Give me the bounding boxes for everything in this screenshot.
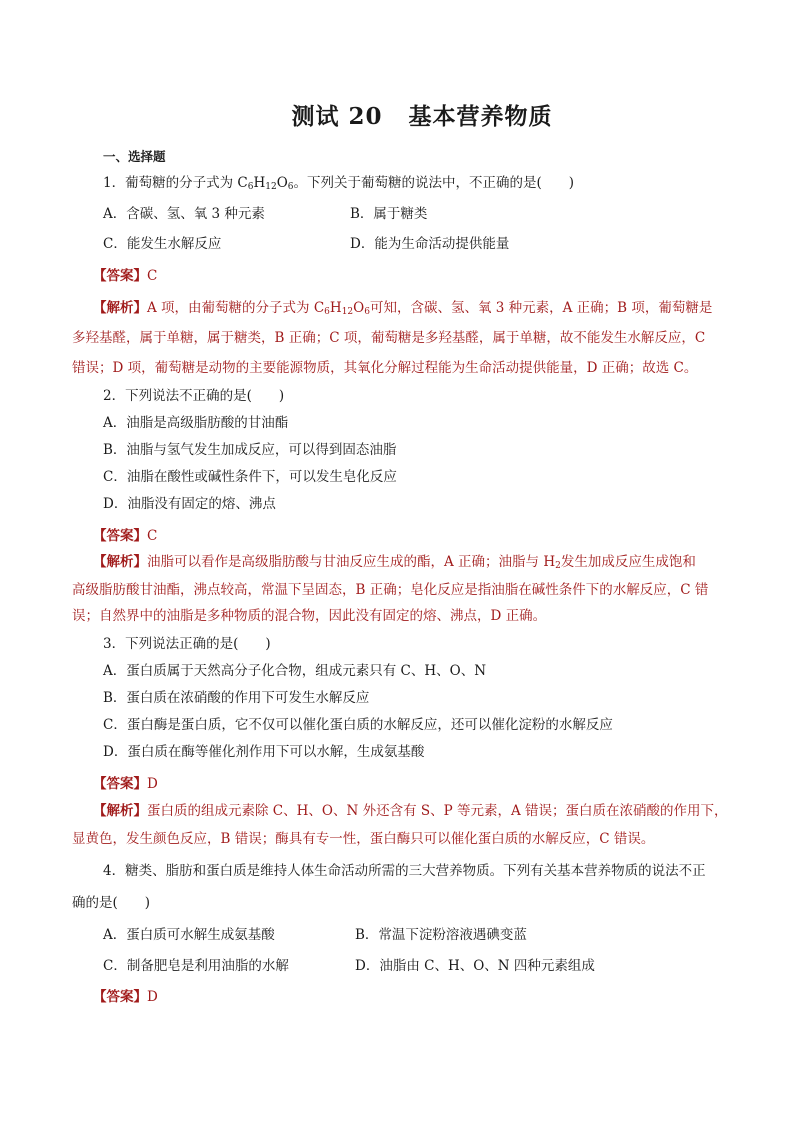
q4-option-c: C．制备肥皂是利用油脂的水解 [103, 958, 289, 974]
q4-option-d: D．油脂由 C、H、O、N 四种元素组成 [355, 958, 595, 974]
q3-option-d: D．蛋白质在酶等催化剂作用下可以水解，生成氨基酸 [103, 744, 425, 760]
q1-answer: 【答案】C [93, 268, 158, 284]
q2-stem: 2．下列说法不正确的是( ) [103, 388, 285, 404]
q2-answer: 【答案】C [93, 528, 158, 544]
q3-answer: 【答案】D [93, 776, 158, 792]
q1-option-c: C．能发生水解反应 [103, 236, 222, 252]
q1-analysis-line3: 错误；D 项，葡萄糖是动物的主要能源物质，其氧化分解过程能为生命活动提供能量，D 正确；故选 C。 [72, 360, 698, 376]
title-part2: 基本营养物质 [408, 103, 553, 130]
q2-option-d: D．油脂没有固定的熔、沸点 [103, 496, 276, 512]
q2-analysis-line2: 高级脂肪酸甘油酯，沸点较高，常温下呈固态，B 正确；皂化反应是指油脂在碱性条件下的水解反应，C 错 [72, 582, 709, 598]
q2-analysis-line1: 【解析】油脂可以看作是高级脂肪酸与甘油反应生成的酯，A 正确；油脂与 $H_2$发生加成反应生成饱和 [93, 554, 696, 571]
q1-analysis-line2: 多羟基醛，属于单糖，属于糖类，B 正确；C 项，葡萄糖是多羟基醛，属于单糖，故不能发生水解反应，C [72, 330, 706, 346]
q1-option-d: D．能为生命活动提供能量 [350, 236, 510, 252]
q2-option-a: A．油脂是高级脂肪酸的甘油酯 [103, 415, 289, 431]
q3-analysis-line2: 显黄色，发生颜色反应，B 错误；酶具有专一性，蛋白酶只可以催化蛋白质的水解反应，C 错误。 [72, 831, 655, 847]
q3-analysis-line1: 【解析】蛋白质的组成元素除 C、H、O、N 外还含有 S、P 等元素，A 错误；蛋白质在浓硝酸的作用下， [93, 803, 728, 819]
q1-option-b: B．属于糖类 [350, 206, 428, 222]
q1-option-a: A．含碳、氢、氧 3 种元素 [103, 206, 265, 222]
q4-option-b: B．常温下淀粉溶液遇碘变蓝 [355, 927, 527, 943]
q3-option-b: B．蛋白质在浓硝酸的作用下可发生水解反应 [103, 690, 370, 706]
page-title [0, 98, 794, 131]
section-heading: 一、选择题 [103, 149, 166, 164]
q4-answer: 【答案】D [93, 989, 158, 1005]
q1-stem: 1．葡萄糖的分子式为 $C_6H_{12}O_6$。下列关于葡萄糖的说法中，不正确的是( ) [103, 175, 575, 192]
q4-stem-line1: 4．糖类、脂肪和蛋白质是维持人体生命活动所需的三大营养物质。下列有关基本营养物质的说法不正 [103, 863, 706, 879]
q2-option-b: B．油脂与氢气发生加成反应，可以得到固态油脂 [103, 442, 397, 458]
q3-option-a: A．蛋白质属于天然高分子化合物，组成元素只有 C、H、O、N [103, 663, 487, 679]
q2-option-c: C．油脂在酸性或碱性条件下，可以发生皂化反应 [103, 469, 397, 485]
q4-stem-line2: 确的是( ) [72, 895, 151, 911]
q3-stem: 3．下列说法正确的是( ) [103, 636, 271, 652]
title-part1: 测试 20 [291, 103, 383, 130]
q2-analysis-line3: 误；自然界中的油脂是多种物质的混合物，因此没有固定的熔、沸点，D 正确。 [72, 608, 547, 624]
q4-option-a: A．蛋白质可水解生成氨基酸 [103, 927, 275, 943]
q1-analysis-line1: 【解析】A 项，由葡萄糖的分子式为 $C_6H_{12}O_6$可知，含碳、氢、氧 3 种元素，A 正确；B 项，葡萄糖是 [93, 300, 713, 317]
q3-option-c: C．蛋白酶是蛋白质，它不仅可以催化蛋白质的水解反应，还可以催化淀粉的水解反应 [103, 717, 613, 733]
